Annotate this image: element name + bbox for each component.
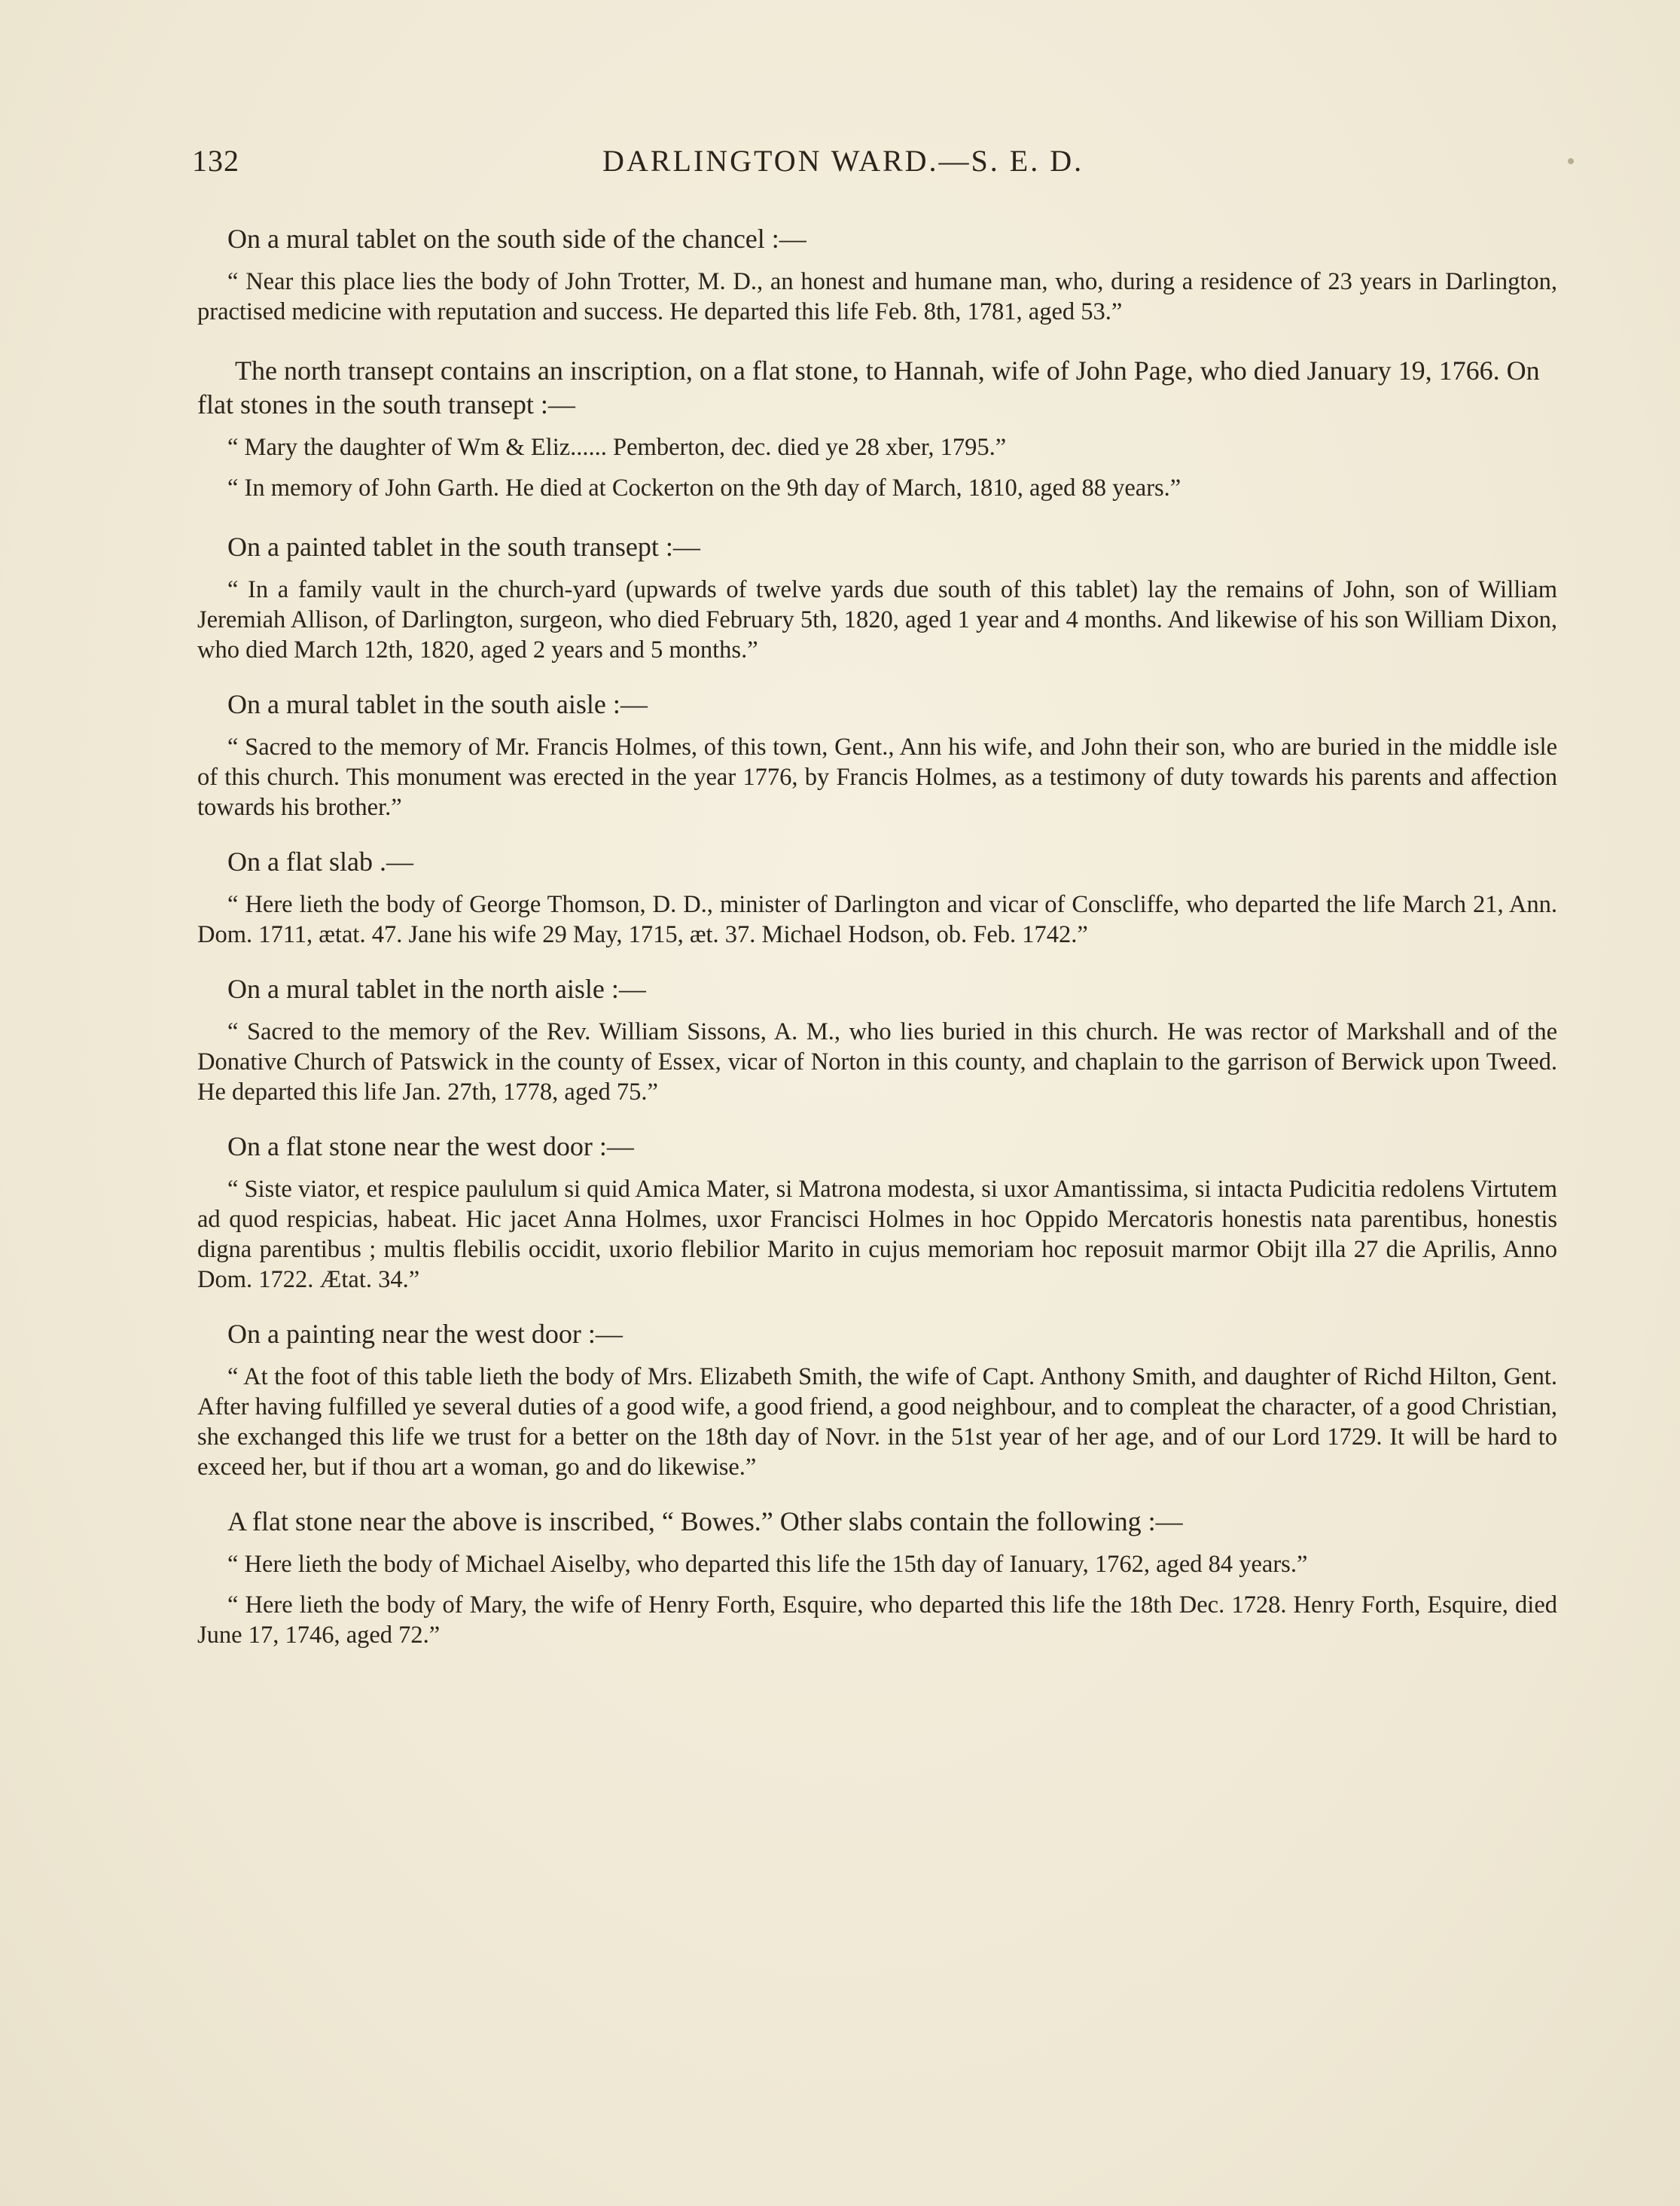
inscription-aiselby: “ Here lieth the body of Michael Aiselby, who departed this life the 15th day of Ianuary, 1762, aged 84 years.” [227,1551,1308,1578]
inscription-pemberton: “ Mary the daughter of Wm & Eliz...... Pemberton, dec. died ye 28 xber, 1795.” [227,434,1007,461]
entry-intro-north-aisle: On a mural tablet in the north aisle :— [227,974,646,1004]
entry-intro-west-door-painting: On a painting near the west door :— [227,1319,623,1349]
page-number: 132 [192,144,239,178]
entry-intro-south-aisle: On a mural tablet in the south aisle :— [227,689,648,719]
inscription-garth: “ In memory of John Garth. He died at Cockerton on the 9th day of March, 1810, aged 88 years.” [227,474,1181,502]
inscription-thomson: “ Here lieth the body of George Thomson, D. D., minister of Darlington and vicar of Conscliffe, who departed the life March 21, Ann. Dom. 1711, ætat. 47. Jane his wife 29 May, 1715, æt. 37. Michael Hodson, ob. Feb. 1742.” [197,891,1557,948]
inscription-allison: “ In a family vault in the church-yard (upwards of twelve yards due south of this tablet) lay the remains of John, son of William Jeremiah Allison, of Darlington, surgeon, who died February 5th, 1820, aged 1 year and 4 months. And likewise of his son William Dixon, who died March 12th, 1820, aged 2 years and 5 months.” [197,576,1557,664]
entry-intro-north-transept: The north transept contains an inscription, on a flat stone, to Hannah, wife of John Page, who died January 19, 1766. On flat stones in the south transept :— [197,355,1540,420]
page-body [197,222,1557,1650]
page-header [0,143,1680,188]
entry-intro-south-chancel: On a mural tablet on the south side of the chancel :— [227,224,806,254]
entry-intro-bowes: A flat stone near the above is inscribed, “ Bowes.” Other slabs contain the following :— [227,1506,1183,1536]
inscription-trotter: “ Near this place lies the body of John Trotter, M. D., an honest and humane man, who, during a residence of 23 years in Darlington, practised medicine with reputation and success. He departed this life Feb. 8th, 1781, aged 53.” [197,268,1557,325]
running-head: DARLINGTON WARD.—S. E. D. [602,144,1084,178]
inscription-forth: “ Here lieth the body of Mary, the wife of Henry Forth, Esquire, who departed this life the 18th Dec. 1728. Henry Forth, Esquire, died June 17, 1746, aged 72.” [197,1591,1557,1649]
inscription-elizabeth-smith: “ At the foot of this table lieth the body of Mrs. Elizabeth Smith, the wife of Capt. Anthony Smith, and daughter of Richd Hilton, Gent. After having fulfilled ye several duties of a good wife, a good friend, a good neighbour, and to compleat the character, of a good Christian, she exchanged this life we trust for a better on the 18th day of Novr. in the 51st year of her age, and of our Lord 1729. It will be hard to exceed her, but if thou art a woman, go and do likewise.” [197,1363,1557,1481]
inscription-sissons: “ Sacred to the memory of the Rev. William Sissons, A. M., who lies buried in this church. He was rector of Markshall and of the Donative Church of Patswick in the county of Essex, vicar of Norton in this county, and chaplain to the garrison of Berwick upon Tweed. He departed this life Jan. 27th, 1778, aged 75.” [197,1018,1557,1106]
entry-intro-painted-tablet: On a painted tablet in the south transept :— [227,532,700,562]
entry-intro-west-door-stone: On a flat stone near the west door :— [227,1131,634,1161]
inscription-holmes-family: “ Sacred to the memory of Mr. Francis Holmes, of this town, Gent., Ann his wife, and John their son, who are buried in the middle isle of this church. This monument was erected in the year 1776, by Francis Holmes, as a testimony of duty towards his parents and affection towards his brother.” [197,734,1557,821]
entry-intro-flat-slab: On a flat slab .— [227,847,413,877]
inscription-anna-holmes: “ Siste viator, et respice paululum si quid Amica Mater, si Matrona modesta, si uxor Amantissima, si intacta Pudicitia redolens Virtutem ad quod respicias, habeat. Hic jacet Anna Holmes, uxor Francisci Holmes in hoc Oppido Mercatoris honestis nata parentibus, honestis digna parentibus ; multis flebilis occidit, uxorio flebilior Marito in cujus memoriam hoc reposuit marmor Obijt illa 27 die Aprilis, Anno Dom. 1722. Ætat. 34.” [197,1176,1557,1293]
